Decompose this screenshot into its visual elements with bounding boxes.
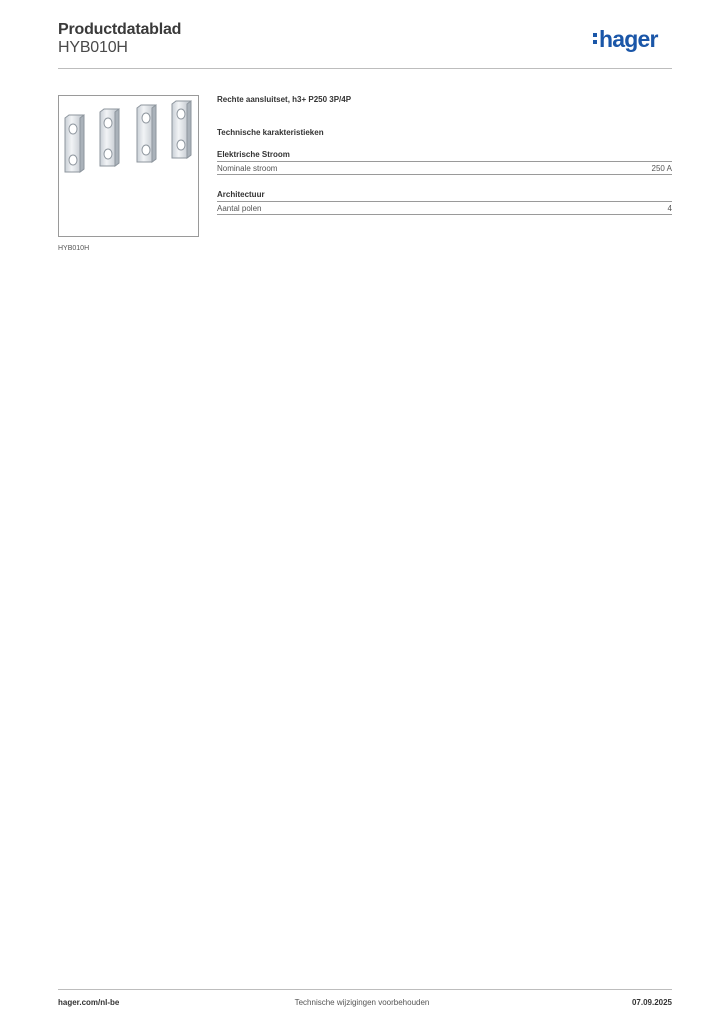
connection-plates-image	[59, 96, 198, 236]
plate-2	[100, 109, 119, 166]
product-description: Rechte aansluitset, h3+ P250 3P/4P	[217, 95, 352, 104]
image-caption: HYB010H	[58, 245, 90, 252]
product-image	[58, 95, 199, 237]
spec-label: Nominale stroom	[217, 164, 278, 173]
spec-value: 4	[667, 204, 672, 213]
logo-colon-icon	[593, 28, 598, 46]
spec-group-title: Architectuur	[217, 190, 672, 202]
plate-4	[172, 101, 191, 158]
spec-row	[217, 162, 672, 175]
spec-section-title: Technische karakteristieken	[217, 128, 324, 137]
header-divider	[58, 68, 672, 69]
spec-label: Aantal polen	[217, 204, 262, 213]
spec-value: 250 A	[651, 164, 672, 173]
spec-content	[217, 95, 672, 215]
logo-text: hager	[599, 26, 658, 52]
spec-group-title: Elektrische Stroom	[217, 150, 672, 162]
footer-divider	[58, 989, 672, 990]
plate-1	[65, 115, 84, 172]
footer-website-link[interactable]: hager.com/nl-be	[58, 998, 120, 1007]
hager-logo	[593, 28, 658, 51]
footer-date: 07.09.2025	[631, 998, 672, 1007]
spec-row	[217, 202, 672, 215]
footer-notice: Technische wijzigingen voorbehouden	[294, 998, 430, 1007]
product-code: HYB010H	[58, 39, 128, 56]
spec-group-architecture	[217, 190, 672, 215]
spec-group-electrical	[217, 150, 672, 175]
page-title: Productdatablad	[58, 21, 182, 38]
plate-3	[137, 105, 156, 162]
